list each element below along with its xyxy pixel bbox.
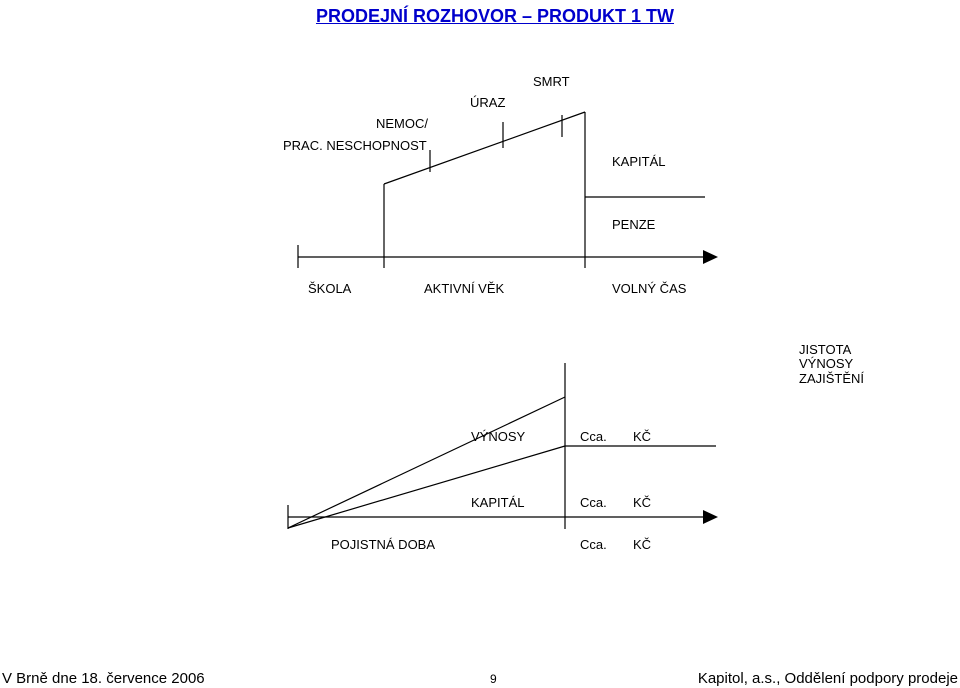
label-penze: PENZE	[612, 217, 656, 232]
row-kapital-kc: KČ	[633, 495, 652, 510]
row-vynosy-kc: KČ	[633, 429, 652, 444]
row-kapital-cca: Cca.	[580, 495, 607, 510]
label-prac-neschopnost: PRAC. NESCHOPNOST	[283, 138, 427, 153]
footer-date: V Brně dne 18. července 2006	[2, 670, 205, 687]
bottom-arrow-head	[703, 510, 718, 524]
footer-company: Kapitol, a.s., Oddělení podpory prodeje	[697, 670, 958, 687]
row-vynosy-cca: Cca.	[580, 429, 607, 444]
label-smrt: SMRT	[533, 74, 570, 89]
label-zajisteni: ZAJIŠTĚNÍ	[799, 371, 865, 386]
row-vynosy-label: VÝNOSY	[471, 429, 526, 444]
label-uraz: ÚRAZ	[470, 95, 506, 110]
label-kapital-top: KAPITÁL	[612, 154, 666, 169]
row-pojistna-doba-label: POJISTNÁ DOBA	[331, 537, 436, 552]
label-jistota: JISTOTA	[799, 342, 852, 357]
label-vynosy-header: VÝNOSY	[799, 356, 854, 371]
label-volny-cas: VOLNÝ ČAS	[612, 281, 687, 296]
row-pojistna-doba-kc: KČ	[633, 537, 652, 552]
footer-page-number: 9	[490, 672, 497, 686]
label-skola: ŠKOLA	[308, 281, 352, 296]
top-arrow-head	[703, 250, 718, 264]
page-title: PRODEJNÍ ROZHOVOR – PRODUKT 1 TW	[315, 6, 675, 26]
row-kapital-label: KAPITÁL	[471, 495, 525, 510]
label-aktivni-vek: AKTIVNÍ VĚK	[424, 281, 505, 296]
label-nemoc: NEMOC/	[376, 116, 428, 131]
top-timeline	[298, 112, 705, 268]
row-pojistna-doba-cca: Cca.	[580, 537, 607, 552]
